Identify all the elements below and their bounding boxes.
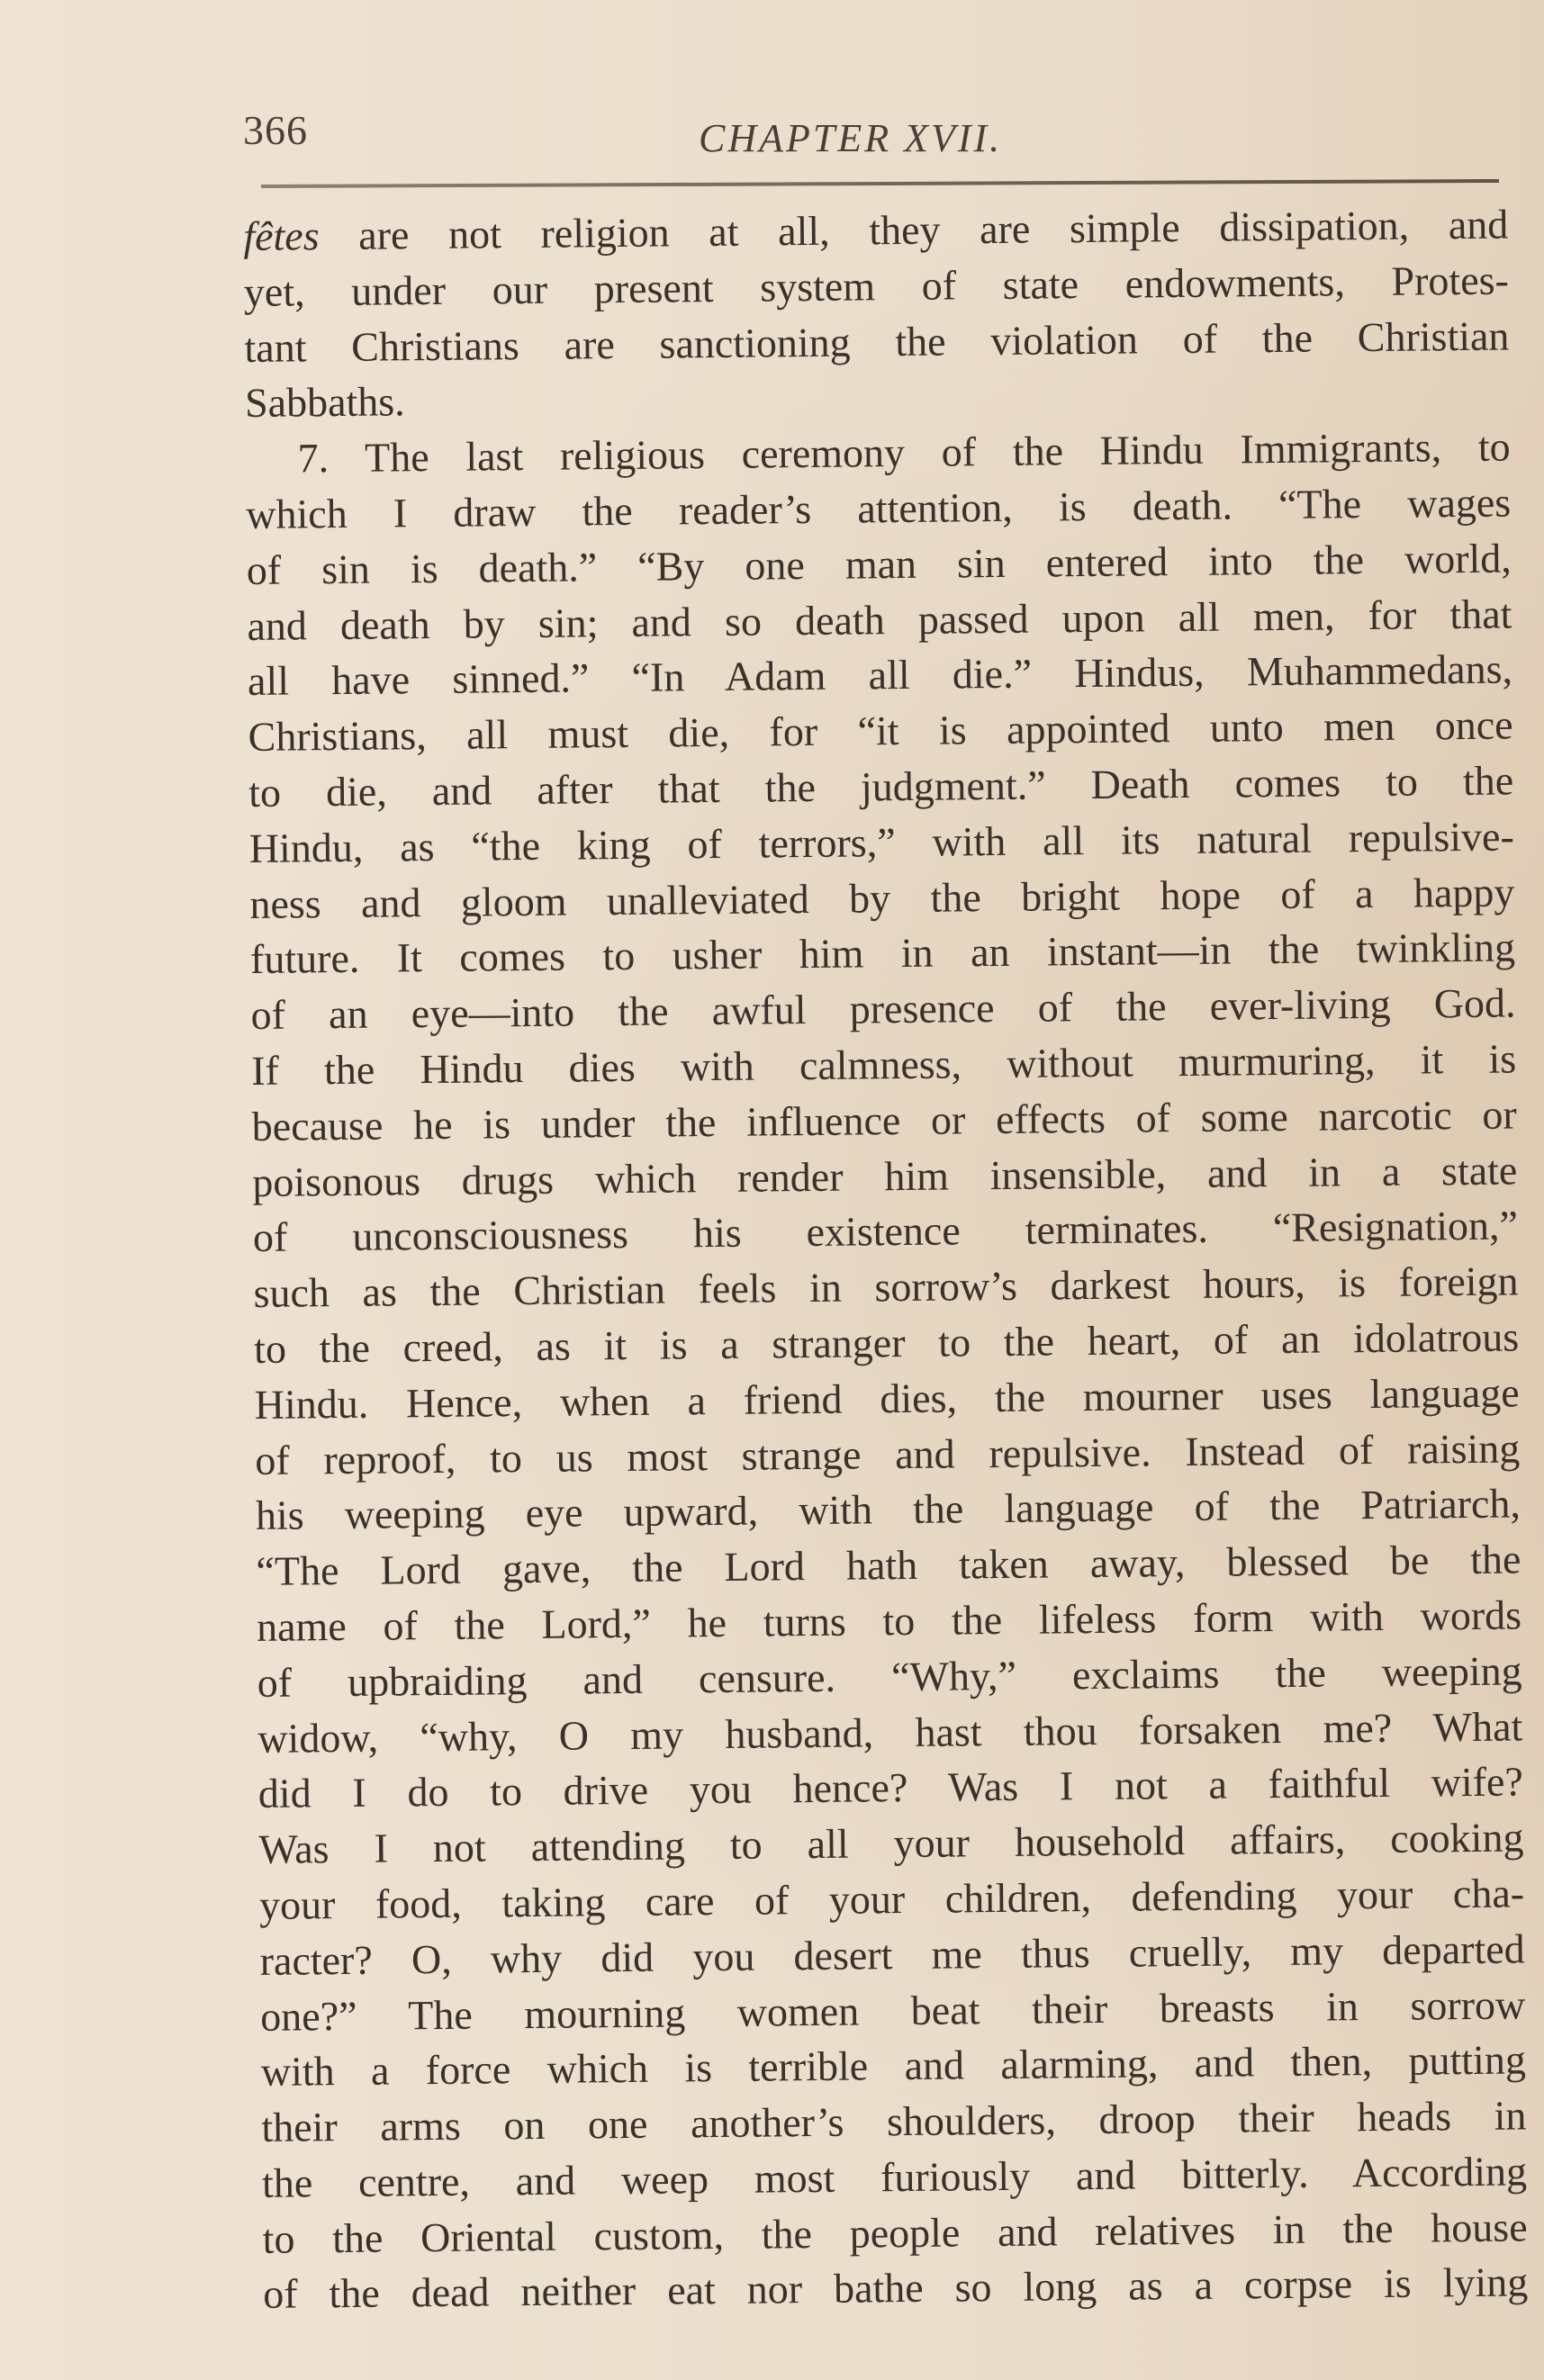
text-line: poisonous drugs which render him insensible, and in a state [252, 1147, 1518, 1205]
text-line: all have sinned.” “In Adam all die.” Hindus, Muhammedans, [247, 645, 1513, 705]
text-line: of an eye—into the awful presence of the ever-living God. [250, 979, 1516, 1039]
text-line: name of the Lord,” he turns to the lifeless form with words [256, 1591, 1522, 1650]
text-line: ness and gloom unalleviated by the bright hope of a happy [249, 869, 1515, 927]
text-line: tant Christians are sanctioning the violation of the Christian [244, 312, 1510, 371]
text-line: of reproof, to us most strange and repulsive. Instead of raising [255, 1424, 1521, 1483]
text-line: Hindu. Hence, when a friend dies, the mourner uses language [254, 1369, 1520, 1428]
text-line: the centre, and weep most furiously and bitterly. According [261, 2148, 1528, 2206]
text-line: future. It comes to usher him in an instant—in the twinkling [249, 924, 1516, 983]
italic-word: fêtes [243, 212, 320, 259]
line-text: are not religion at all, they are simple dissipation, and [319, 201, 1509, 259]
text-line: Sabbaths. [244, 378, 405, 427]
text-line: If the Hindu dies with calmness, without murmuring, it is [250, 1035, 1517, 1094]
text-line: with a force which is terrible and alarming, and then, putting [260, 2036, 1527, 2096]
text-line: your food, taking care of your children, defending your cha- [258, 1870, 1525, 1928]
text-line: such as the Christian feels in sorrow’s darkest hours, is foreign [253, 1258, 1519, 1317]
text-line: and death by sin; and so death passed upon all men, for that [247, 590, 1512, 649]
text-line: Was I not attending to all your household affairs, cooking [258, 1814, 1524, 1873]
page-number: 366 [243, 107, 308, 153]
page-header [243, 106, 1503, 169]
text-line: of upbraiding and censure. “Why,” exclaims the weeping [257, 1647, 1522, 1706]
header-rule [261, 179, 1499, 188]
running-head: CHAPTER XVII. [699, 116, 1003, 160]
text-line: to the creed, as it is a stranger to the heart, of an idolatrous [253, 1313, 1520, 1372]
text-line: his weeping eye upward, with the language of the Patriarch, [255, 1480, 1521, 1539]
text-line: widow, “why, O my husband, hast thou forsaken me? What [257, 1702, 1523, 1762]
text-line: racter? O, why did you desert me thus cruelly, my departed [259, 1925, 1525, 1984]
paragraph-start-line: 7. The last religious ceremony of the Hindu Immigrants, to [297, 423, 1511, 482]
text-line: their arms on one another’s shoulders, droop their heads in [261, 2092, 1527, 2150]
text-line: Christians, all must die, for “it is appointed unto men once [248, 701, 1513, 761]
text-line: of unconsciousness his existence terminates. “Resignation,” [252, 1202, 1519, 1261]
text-line: to the Oriental custom, the people and relatives in the house [262, 2204, 1528, 2262]
text-line: because he is under the influence or effects of some narcotic or [251, 1091, 1517, 1149]
text-line: one?” The mourning women beat their breasts in sorrow [260, 1980, 1526, 2040]
body-text [243, 197, 1528, 2323]
text-line: Hindu, as “the king of terrors,” with all its natural repulsive- [248, 813, 1514, 871]
text-line: to die, and after that the judgment.” Death comes to the [248, 757, 1514, 816]
text-line: of the dead neither eat nor bathe so long as a corpse is lying [262, 2258, 1529, 2318]
text-line: “The Lord gave, the Lord hath taken away, blessed be the [256, 1536, 1521, 1595]
text-line: yet, under our present system of state endowments, Protes- [243, 257, 1510, 315]
text-line: did I do to drive you hence? Was I not a faithful wife? [257, 1758, 1524, 1817]
text-line: of sin is death.” “By one man sin entered into the world, [246, 535, 1512, 593]
text-line: which I draw the reader’s attention, is death. “The wages [246, 479, 1512, 537]
